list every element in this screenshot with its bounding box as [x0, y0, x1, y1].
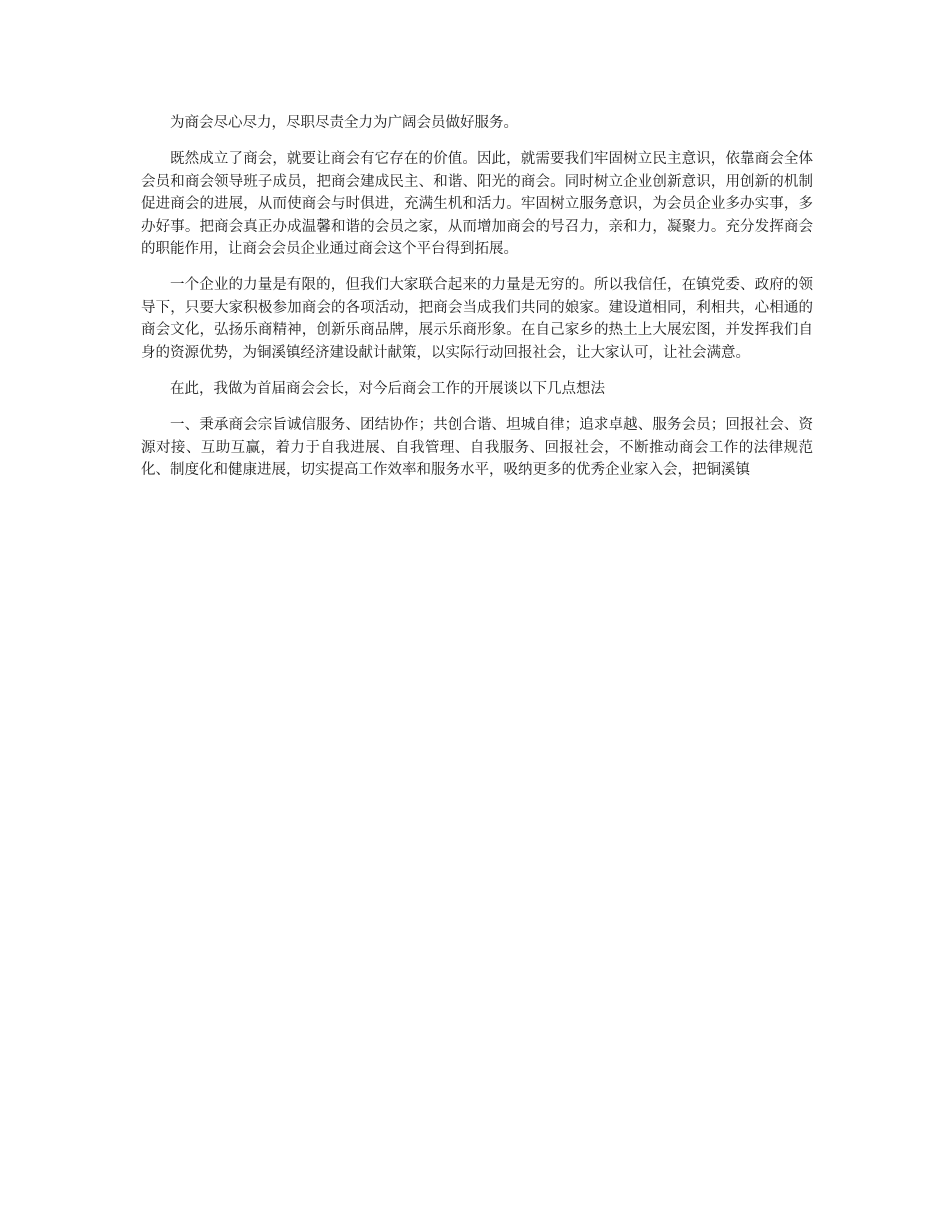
paragraph-4: 在此，我做为首届商会会长，对今后商会工作的开展谈以下几点想法: [170, 381, 605, 398]
document-body: [141, 112, 813, 496]
paragraph-5: 一、秉承商会宗旨诚信服务、团结协作；共创合谐、坦城自律；追求卓越、服务会员；回报社会、资源对接、互助互赢，着力于自我进展、自我管理、自我服务、回报社会，不断推动商会工作的法律规范化、制度化和健康进展，切实提高工作效率和服务水平，吸纳更多的优秀企业家入会，把铜溪镇: [141, 417, 813, 479]
paragraph-1: 为商会尽心尽力，尽职尽责全力为广阔会员做好服务。: [170, 115, 518, 131]
paragraph-2: 既然成立了商会，就要让商会有它存在的价值。因此，就需要我们牢固树立民主意识，依靠商会全体会员和商会领导班子成员，把商会建成民主、和谐、阳光的商会。同时树立企业创新意识，用创新的机制促进商会的进展，从而使商会与时俱进，充满生机和活力。牢固树立服务意识，为会员企业多办实事，多办好事。把商会真正办成温馨和谐的会员之家，从而增加商会的号召力，亲和力，凝聚力。充分发挥商会的职能作用，让商会会员企业通过商会这个平台得到拓展。: [141, 151, 813, 258]
paragraph-3: 一个企业的力量是有限的，但我们大家联合起来的力量是无穷的。所以我信任，在镇党委、政府的领导下，只要大家积极参加商会的各项活动，把商会当成我们共同的娘家。建设道相同，利相共，心相通的商会文化，弘扬乐商精神，创新乐商品牌，展示乐商形象。在自己家乡的热土上大展宏图，并发挥我们自身的资源优势，为铜溪镇经济建设献计献策，以实际行动回报社会，让大家认可，让社会满意。: [141, 277, 813, 361]
